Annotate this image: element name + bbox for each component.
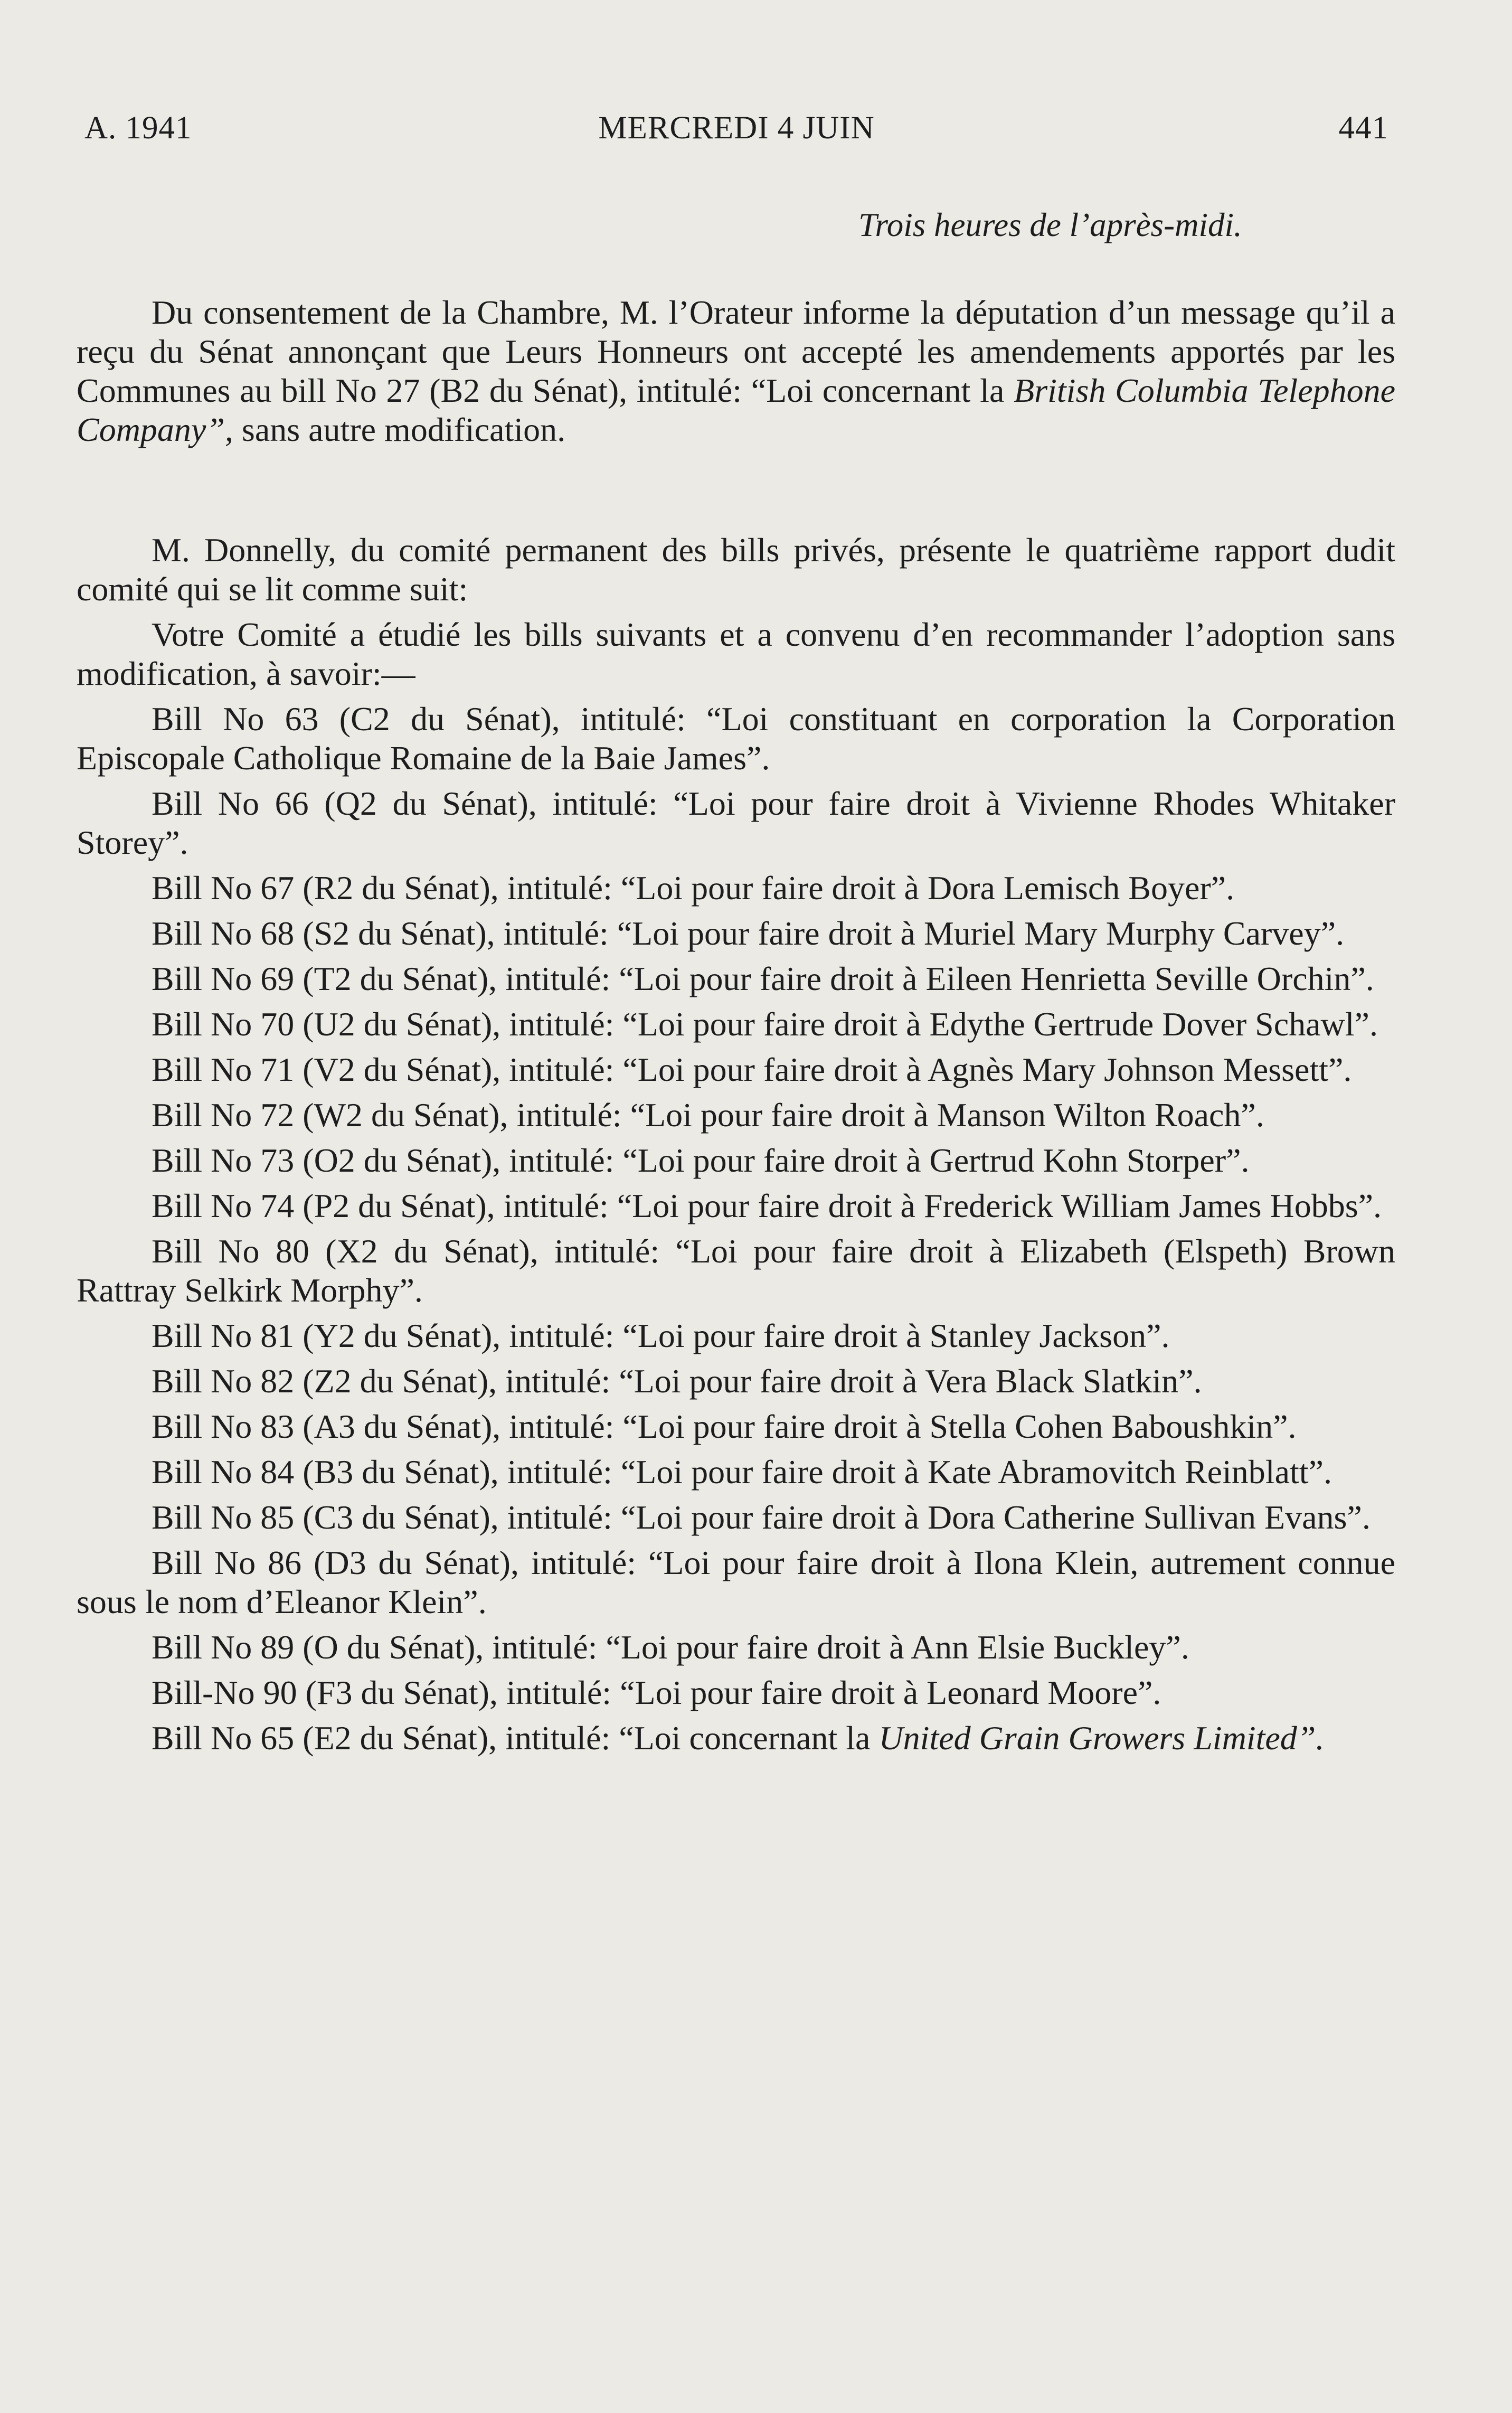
report-intro: M. Donnelly, du comité permanent des bills privés, présente le quatrième rapport dudit comité qui se lit comme suit: <box>77 531 1395 608</box>
bill-item-last <box>77 1719 1395 1758</box>
bill-item: Bill No 69 (T2 du Sénat), intitulé: “Loi pour faire droit à Eileen Henrietta Seville Orchin”. <box>152 960 1374 997</box>
bill-item: Bill No 68 (S2 du Sénat), intitulé: “Loi pour faire droit à Muriel Mary Murphy Carvey”. <box>152 915 1345 952</box>
bill-item: Bill No 85 (C3 du Sénat), intitulé: “Loi pour faire droit à Dora Catherine Sullivan Evans”. <box>152 1498 1371 1536</box>
message-text: Du consentement de la Chambre, M. l’Orateur informe la députation d’un message qu’il a reçu du Sénat annonçant que Leurs Honneurs ont accepté les amendements apportés par les Communes au bill No 27 (B2 du Sénat), intitulé: “Loi concernant la <box>77 294 1395 409</box>
header-year: A. 1941 <box>84 110 192 146</box>
bill-item: Bill No 63 (C2 du Sénat), intitulé: “Loi constituant en corporation la Corporation Episcopale Catholique Romaine de la Baie James”. <box>77 700 1395 777</box>
bill-company-name: United Grain Growers Limited”. <box>878 1719 1325 1757</box>
bill-item: Bill No 89 (O du Sénat), intitulé: “Loi pour faire droit à Ann Elsie Buckley”. <box>152 1628 1189 1666</box>
bill-item: Bill No 70 (U2 du Sénat), intitulé: “Loi pour faire droit à Edythe Gertrude Dover Schawl”. <box>152 1005 1378 1043</box>
message-text-end: sans autre modification. <box>233 411 566 448</box>
report-lead: Votre Comité a étudié les bills suivants et a convenu d’en recommander l’adoption sans modification, à savoir:— <box>77 616 1395 692</box>
bill-item: Bill No 67 (R2 du Sénat), intitulé: “Loi pour faire droit à Dora Lemisch Boyer”. <box>152 869 1235 907</box>
senate-message <box>77 293 1395 449</box>
session-time: Trois heures de l’après-midi. <box>858 206 1242 243</box>
page-header <box>84 110 1388 152</box>
page-number: 441 <box>1338 110 1388 146</box>
bill-item: Bill No 73 (O2 du Sénat), intitulé: “Loi pour faire droit à Gertrud Kohn Storper”. <box>152 1142 1250 1179</box>
message-paragraph <box>77 293 1395 449</box>
header-date: MERCREDI 4 JUIN <box>598 110 875 146</box>
bill-item: Bill No 83 (A3 du Sénat), intitulé: “Loi pour faire droit à Stella Cohen Baboushkin”. <box>152 1408 1297 1445</box>
message-company-name: British Columbia Telephone Company”, <box>77 372 1396 448</box>
bill-item: Bill-No 90 (F3 du Sénat), intitulé: “Loi pour faire droit à Leonard Moore”. <box>152 1674 1161 1711</box>
bill-item: Bill No 86 (D3 du Sénat), intitulé: “Loi pour faire droit à Ilona Klein, autrement connue sous le nom d’Eleanor Klein”. <box>77 1544 1395 1620</box>
bill-item: Bill No 74 (P2 du Sénat), intitulé: “Loi pour faire droit à Frederick William James Hobbs”. <box>152 1187 1382 1224</box>
bill-item: Bill No 84 (B3 du Sénat), intitulé: “Loi pour faire droit à Kate Abramovitch Reinblatt”. <box>152 1453 1332 1491</box>
bill-item: Bill No 81 (Y2 du Sénat), intitulé: “Loi pour faire droit à Stanley Jackson”. <box>152 1317 1170 1354</box>
bill-text: Bill No 65 (E2 du Sénat), intitulé: “Loi concernant la <box>152 1719 879 1757</box>
committee-report <box>77 531 1395 1764</box>
bill-item: Bill No 66 (Q2 du Sénat), intitulé: “Loi pour faire droit à Vivienne Rhodes Whitaker Storey”. <box>77 785 1395 861</box>
bill-item: Bill No 82 (Z2 du Sénat), intitulé: “Loi pour faire droit à Vera Black Slatkin”. <box>152 1362 1202 1400</box>
bill-item: Bill No 80 (X2 du Sénat), intitulé: “Loi pour faire droit à Elizabeth (Elspeth) Brown Rattray Selkirk Morphy”. <box>77 1232 1395 1309</box>
bill-item: Bill No 71 (V2 du Sénat), intitulé: “Loi pour faire droit à Agnès Mary Johnson Messett”. <box>152 1051 1352 1088</box>
bill-item: Bill No 72 (W2 du Sénat), intitulé: “Loi pour faire droit à Manson Wilton Roach”. <box>152 1096 1264 1134</box>
